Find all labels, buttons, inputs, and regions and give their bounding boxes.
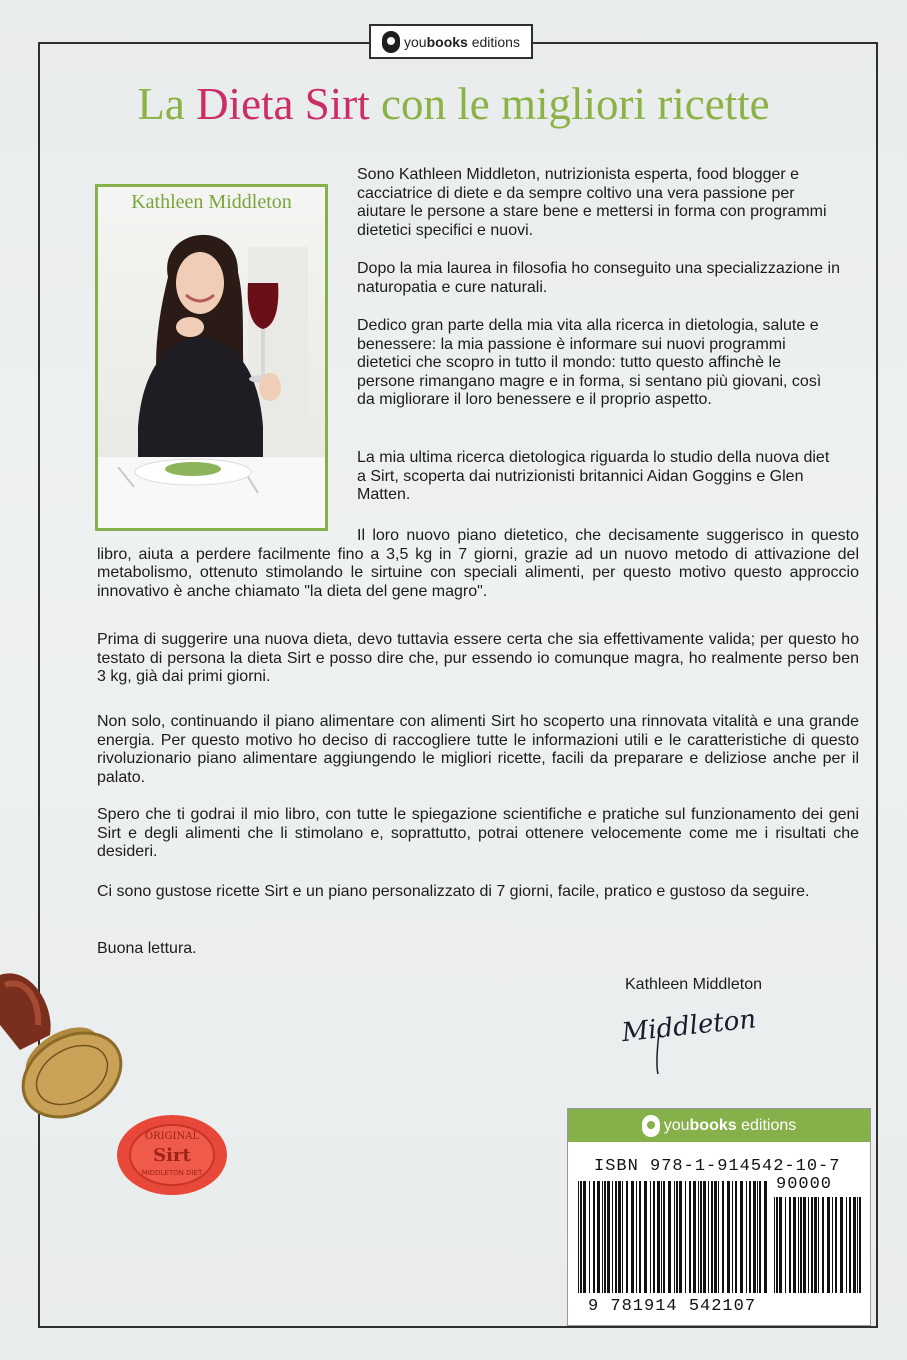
barcode-panel <box>567 1108 871 1326</box>
title-highlight: Dieta Sirt <box>196 79 370 129</box>
barcode-bar <box>746 1181 747 1293</box>
barcode-bar <box>668 1181 671 1293</box>
barcode-bar <box>685 1181 686 1293</box>
barcode-bar <box>811 1197 813 1293</box>
barcode-bar <box>776 1197 778 1293</box>
barcode-bar <box>727 1181 730 1293</box>
barcode-bar <box>749 1181 751 1293</box>
barcode-bar <box>693 1181 696 1293</box>
paragraph-6: Prima di suggerire una nuova dieta, devo tuttavia essere certa che sia effettivamente valida; per questo ho testato di persona la dieta Sirt e posso dire che, pur essendo io comunque magra, ho realmente perso ben 3 kg, già dai primi giorni. <box>97 631 859 686</box>
barcode-bar <box>618 1181 621 1293</box>
logo-bold: books <box>426 33 468 50</box>
author-portrait <box>98 187 325 528</box>
barcode-bar <box>846 1197 847 1293</box>
barcode-bar <box>636 1181 637 1293</box>
wax-seal-stamp-illustration <box>0 965 230 1195</box>
barcode-bar <box>602 1181 603 1293</box>
barcode-bar <box>803 1197 806 1293</box>
barcode-bar <box>663 1181 665 1293</box>
logo-suffix: editions <box>467 33 520 50</box>
barcode-bar <box>857 1197 858 1293</box>
barcode-bar <box>818 1197 819 1293</box>
barcode-bar <box>711 1181 713 1293</box>
barcode-bar <box>639 1181 641 1293</box>
barcode-bar <box>661 1181 662 1293</box>
barcode-bar <box>653 1181 655 1293</box>
barcode-bar <box>689 1181 691 1293</box>
barcode-bar <box>703 1181 706 1293</box>
paragraph-1: Sono Kathleen Middleton, nutrizionista esperta, food blogger e cacciatrice di diete e da sempre coltivo una vera passione per aiutare le persone a stare bene e mettersi in forma con programmi dietetici specifici e nuovi. <box>357 166 827 239</box>
barcode-bar <box>740 1181 743 1293</box>
barcode-bar <box>774 1197 775 1293</box>
paragraph-9: Ci sono gustose ricette Sirt e un piano personalizzato di 7 giorni, facile, pratico e gustoso da seguire. <box>97 883 810 900</box>
barcode-bar <box>764 1181 767 1293</box>
logo-prefix: you <box>404 33 427 50</box>
barcode-bar <box>827 1197 830 1293</box>
handwritten-signature <box>612 996 782 1076</box>
barcode-bar <box>853 1197 856 1293</box>
barcode-bar <box>604 1181 606 1293</box>
barcode-bar <box>722 1181 724 1293</box>
paragraph-5: Il loro nuovo piano dietetico, che decisamente suggerisco in questo libro, aiuta a perdere facilmente fino a 3,5 kg in 7 giorni, grazie ad un nuovo metodo di attivazione del metabolismo, ottenuto stimolando le sirtuine con speciali alimenti, per questo motivo questo approccio innovativo è anche chiamato "la dieta del gene magro". <box>97 527 859 600</box>
logo-prefix: you <box>663 1116 690 1134</box>
barcode-bar <box>644 1181 647 1293</box>
paragraph-4: La mia ultima ricerca dietologica riguarda lo studio della nuova diet a Sirt, scoperta dai nutrizionisti britannici Aidan Goggins e Glen Matten. <box>357 449 830 504</box>
author-photo-card <box>95 184 328 531</box>
price-code: 90000 <box>776 1175 833 1194</box>
barcode-bar <box>626 1181 628 1293</box>
barcode-bar <box>798 1197 799 1293</box>
barcode-bar <box>859 1197 861 1293</box>
barcode-bar <box>578 1181 579 1293</box>
barcode-bar <box>779 1197 782 1293</box>
barcode-bar <box>793 1197 796 1293</box>
barcode-bar <box>700 1181 702 1293</box>
barcode-bar <box>589 1181 590 1293</box>
paragraph-3: Dedico gran parte della mia vita alla ricerca in dietologia, salute e benessere: la mia passione è informare sui nuovi programmi dietetici che scopro in tutto il mondo: tutto questo affinchè le persone rimangano magre e in forma, si sentano più giovani, così da migliorare il loro benessere e il proprio aspetto. <box>357 317 822 409</box>
barcode-bar <box>612 1181 613 1293</box>
seal-bottom-text: MIDDLETON DIET <box>141 1169 203 1177</box>
barcode-bar <box>753 1181 756 1293</box>
logo-bold: books <box>689 1116 737 1134</box>
youbooks-logo-icon <box>382 31 400 53</box>
barcode-bar <box>657 1181 660 1293</box>
barcode-bar <box>757 1181 758 1293</box>
barcode-bar <box>714 1181 717 1293</box>
barcode-bar <box>708 1181 709 1293</box>
barcode-bar <box>789 1197 791 1293</box>
seal-center-text: Sirt <box>153 1145 191 1166</box>
signature-name: Kathleen Middleton <box>625 976 762 993</box>
author-photo-name: Kathleen Middleton <box>131 191 292 213</box>
barcode-bar <box>822 1197 824 1293</box>
signature-script: Middleton <box>620 1004 758 1049</box>
barcode-bar <box>583 1181 586 1293</box>
barcode-bar <box>840 1197 843 1293</box>
title-part3: con le migliori ricette <box>369 79 770 129</box>
barcode-bar <box>808 1197 809 1293</box>
barcode-bars <box>568 1109 872 1327</box>
barcode-bar <box>607 1181 610 1293</box>
barcode-bar <box>674 1181 675 1293</box>
barcode-bar <box>832 1197 833 1293</box>
barcode-bar <box>650 1181 651 1293</box>
book-title <box>0 78 907 130</box>
barcode-bar <box>679 1181 682 1293</box>
barcode-bar <box>800 1197 802 1293</box>
title-part1: La <box>137 79 197 129</box>
paragraph-8: Spero che ti godrai il mio libro, con tutte le spiegazione scientifiche e pratiche sul funzionamento dei geni Sirt e degli alimenti che li stimolano e, soprattutto, potrai ottenere velocemente come me i risultati che desideri. <box>97 806 859 861</box>
publisher-logo-top <box>369 24 533 59</box>
logo-suffix: editions <box>736 1116 797 1134</box>
barcode-bar <box>718 1181 719 1293</box>
barcode-bar <box>622 1181 623 1293</box>
ean-digits: 9 781914 542107 <box>588 1297 757 1316</box>
barcode-bar <box>785 1197 786 1293</box>
barcode-bar <box>732 1181 733 1293</box>
barcode-bar <box>849 1197 851 1293</box>
barcode-bar <box>814 1197 817 1293</box>
barcode-bar <box>615 1181 617 1293</box>
barcode-bar <box>835 1197 837 1293</box>
barcode-bar <box>676 1181 678 1293</box>
seal-top-text: ORIGINAL <box>144 1131 200 1142</box>
barcode-bar <box>759 1181 761 1293</box>
paragraph-2: Dopo la mia laurea in filosofia ho conseguito una specializzazione in naturopatia e cure naturali. <box>357 260 840 296</box>
barcode-bar <box>631 1181 634 1293</box>
barcode-bar <box>597 1181 600 1293</box>
isbn-label: ISBN 978-1-914542-10-7 <box>594 1157 841 1176</box>
barcode-bar <box>580 1181 582 1293</box>
paragraph-10: Buona lettura. <box>97 940 197 957</box>
paragraph-7: Non solo, continuando il piano alimentare con alimenti Sirt ho scoperto una rinnovata vitalità e una grande energia. Per questo motivo ho deciso di raccogliere tutte le informazioni utili e le caratteristiche di questo rivoluzionario piano alimentare aggiungendo le migliori ricette, facili da preparare e deliziose anche per il palato. <box>97 713 859 786</box>
barcode-bar <box>593 1181 595 1293</box>
barcode-bar <box>698 1181 699 1293</box>
barcode-bar <box>735 1181 737 1293</box>
